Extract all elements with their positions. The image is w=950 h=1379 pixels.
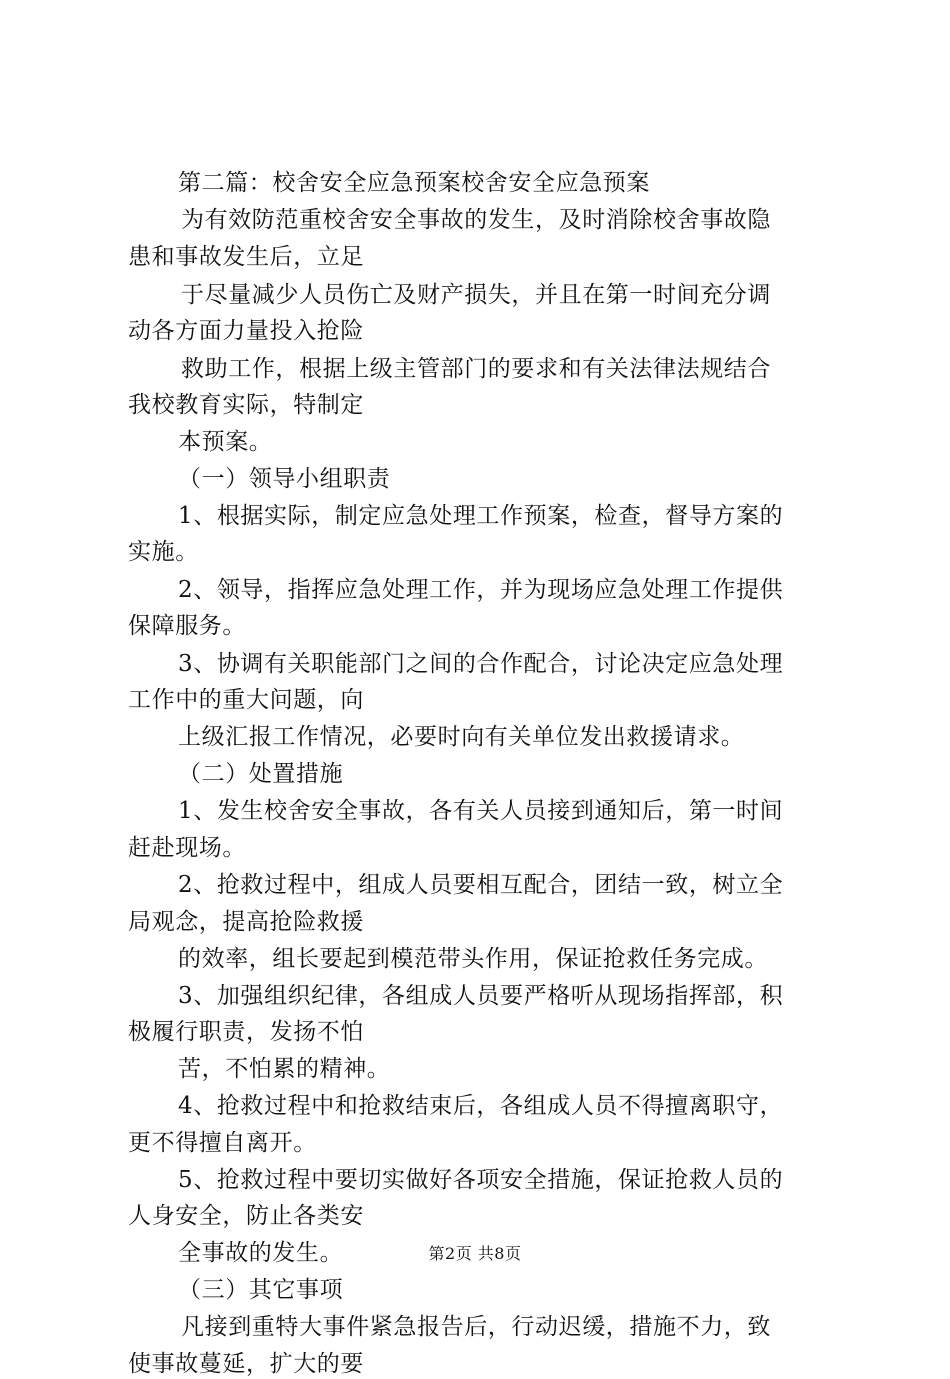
list-item-continuation: 赶赴现场。	[128, 835, 246, 861]
list-item-continuation: 保障服务。	[128, 613, 246, 639]
paragraph-line: 动各方面力量投入抢险	[128, 318, 364, 344]
list-item-continuation: 极履行职责，发扬不怕	[128, 1019, 364, 1045]
list-item-continuation: 局观念，提高抢险救援	[128, 909, 364, 935]
list-item: 3、加强组织纪律，各组成人员要严格听从现场指挥部，积	[178, 983, 784, 1009]
list-item-continuation: 的效率，组长要起到模范带头作用，保证抢救任务完成。	[178, 946, 768, 972]
list-item-continuation: 全事故的发生。	[178, 1240, 344, 1266]
subsection-heading: （二）处置措施	[178, 761, 344, 787]
paragraph-line: 救助工作，根据上级主管部门的要求和有关法律法规结合	[181, 356, 771, 382]
list-item-continuation: 人身安全，防止各类安	[128, 1203, 364, 1229]
list-item-continuation: 苦，不怕累的精神。	[178, 1056, 391, 1082]
section-title: 第二篇：校舍安全应急预案校舍安全应急预案	[178, 170, 650, 196]
paragraph-line: 为有效防范重校舍安全事故的发生，及时消除校舍事故隐	[181, 207, 771, 233]
subsection-heading: （一）领导小组职责	[178, 466, 391, 492]
list-item-continuation: 工作中的重大问题，向	[128, 687, 364, 713]
list-item-continuation: 更不得擅自离开。	[128, 1130, 317, 1156]
paragraph-line: 使事故蔓延，扩大的要	[128, 1351, 364, 1377]
paragraph-line: 于尽量减少人员伤亡及财产损失，并且在第一时间充分调	[181, 282, 771, 308]
paragraph-line: 我校教育实际，特制定	[128, 392, 364, 418]
paragraph-line: 本预案。	[178, 429, 273, 455]
list-item-continuation: 上级汇报工作情况，必要时向有关单位发出救援请求。	[178, 724, 745, 750]
list-item-continuation: 实施。	[128, 539, 199, 565]
page-footer: 第2页 共8页	[428, 1244, 522, 1263]
paragraph-line: 患和事故发生后，立足	[128, 244, 364, 270]
subsection-heading: （三）其它事项	[178, 1277, 344, 1303]
list-item: 2、领导，指挥应急处理工作，并为现场应急处理工作提供	[178, 577, 784, 603]
list-item: 3、协调有关职能部门之间的合作配合，讨论决定应急处理	[178, 651, 784, 677]
list-item: 4、抢救过程中和抢救结束后，各组成人员不得擅离职守，	[178, 1093, 784, 1119]
list-item: 1、根据实际，制定应急处理工作预案，检查，督导方案的	[178, 503, 784, 529]
list-item: 5、抢救过程中要切实做好各项安全措施，保证抢救人员的	[178, 1167, 784, 1193]
list-item: 1、发生校舍安全事故，各有关人员接到通知后，第一时间	[178, 798, 784, 824]
paragraph-line: 凡接到重特大事件紧急报告后，行动迟缓，措施不力，致	[181, 1314, 771, 1340]
list-item: 2、抢救过程中，组成人员要相互配合，团结一致，树立全	[178, 872, 784, 898]
